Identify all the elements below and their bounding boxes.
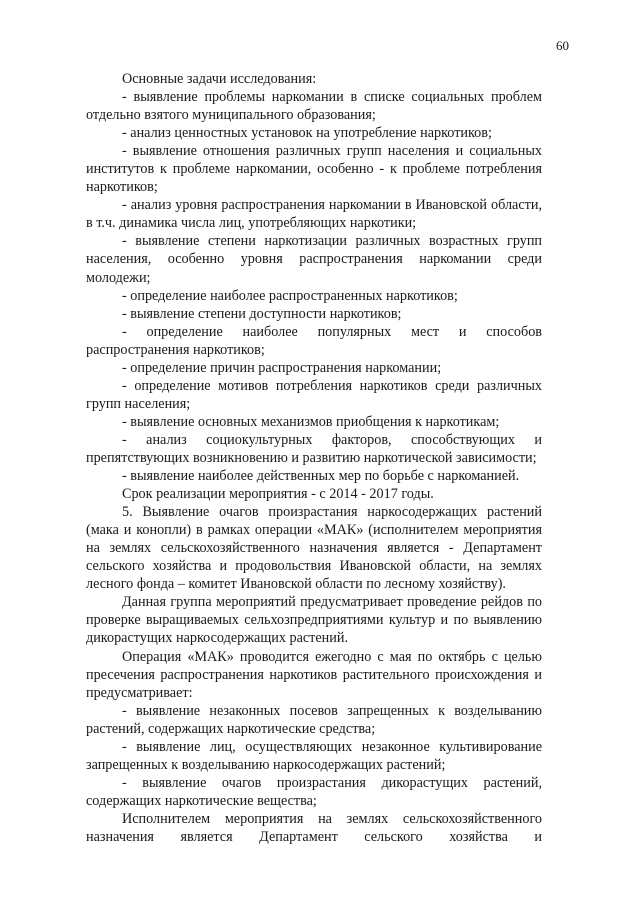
list-item: - определение мотивов потребления наркотиков среди различных групп населения; [86, 377, 542, 412]
list-item: - выявление степени доступности наркотиков; [122, 305, 402, 322]
list-item: - определение причин распространения наркомании; [122, 359, 442, 376]
page-number: 60 [556, 38, 569, 53]
paragraph: Срок реализации мероприятия - с 2014 - 2017 годы. [122, 486, 434, 503]
list-item: - выявление основных механизмов приобщения к наркотикам; [122, 413, 500, 430]
paragraph: Основные задачи исследования: [122, 71, 317, 87]
list-item: - определение наиболее распространенных наркотиков; [122, 287, 458, 304]
list-item: - выявление степени наркотизации различных возрастных групп населения, особенно уровня распространения наркомании среди молодежи; [86, 233, 542, 286]
list-item: - анализ уровня распространения наркомании в Ивановской области, в т.ч. динамика числа лиц, употребляющих наркотики; [86, 197, 542, 232]
list-item: - определение наиболее популярных мест и способов распространения наркотиков; [86, 323, 542, 358]
list-item: - выявление очагов произрастания дикорастущих растений, содержащих наркотические вещества; [86, 774, 542, 809]
list-item: - анализ ценностных установок на употребление наркотиков; [122, 125, 492, 142]
document-body [86, 70, 542, 846]
list-item: - выявление лиц, осуществляющих незаконное культивирование запрещенных к возделыванию наркосодержащих растений; [86, 738, 542, 773]
paragraph: Исполнителем мероприятия на землях сельскохозяйственного назначения является Департамент сельского хозяйства и [86, 810, 542, 845]
paragraph: Данная группа мероприятий предусматривает проведение рейдов по проверке выращиваемых сельхозпредприятиями культур и по выявлению дикорастущих наркосодержащих растений. [86, 594, 542, 647]
list-item: - выявление проблемы наркомании в списке социальных проблем отдельно взятого муниципального образования; [86, 89, 542, 124]
paragraph: 5. Выявление очагов произрастания наркосодержащих растений (мака и конопли) в рамках операции «МАК» (исполнителем мероприятия на землях сельскохозяйственного назначения является - Департамент сельского хозяйства и продовольствия Ивановской области, на землях лесного фонда – комитет Ивановской области по лесному хозяйству). [86, 504, 542, 593]
list-item: - выявление наиболее действенных мер по борьбе с наркоманией. [122, 468, 520, 485]
list-item: - выявление незаконных посевов запрещенных к возделыванию растений, содержащих наркотические средства; [86, 702, 542, 737]
list-item: - анализ социокультурных факторов, способствующих и препятствующих возникновению и развитию наркотической зависимости; [86, 431, 542, 466]
list-item: - выявление отношения различных групп населения и социальных институтов к проблеме наркомании, особенно - к проблеме потребления наркотиков; [86, 143, 542, 196]
paragraph: Операция «МАК» проводится ежегодно с мая по октябрь с целью пресечения распространения наркотиков растительного происхождения и предусматривает: [86, 648, 542, 701]
